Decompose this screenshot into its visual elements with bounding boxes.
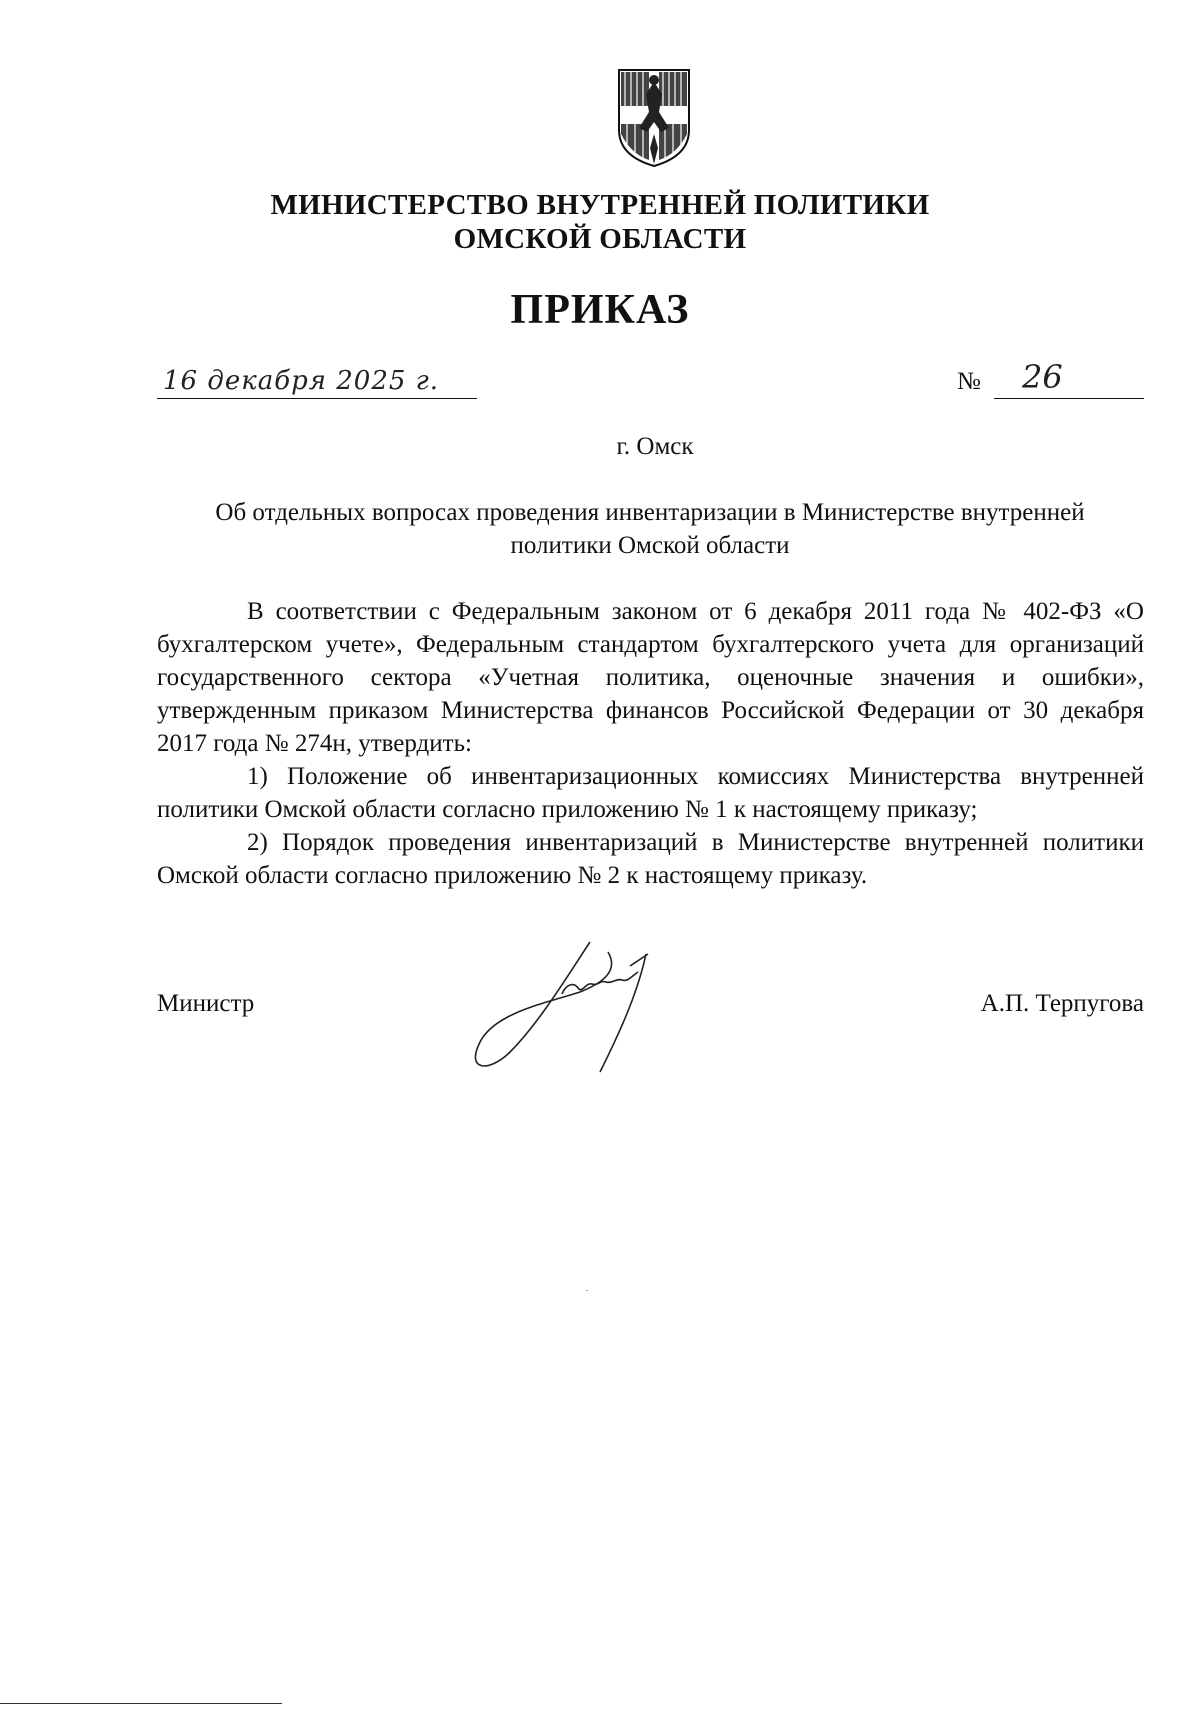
handwritten-date: 16 декабря 2025 г. — [163, 366, 440, 396]
handwritten-number: 26 — [1022, 358, 1063, 396]
ministry-name-line1: МИНИСТЕРСТВО ВНУТРЕННЕЙ ПОЛИТИКИ — [270, 189, 930, 221]
omsk-coat-of-arms-icon — [617, 68, 691, 168]
body-paragraph: В соответствии с Федеральным законом от 6 декабря 2011 года № 402-ФЗ «О бухгалтерском учете», Федеральным стандартом бухгалтерского учета для организаций государственного сектора «Учетная политика, оценочные значения и ошибки», утвержденным приказом Министерства финансов Российской Федерации от 30 декабря 2017 года № 274н, утвердить: — [157, 598, 1144, 757]
signatory-name: А.П. Терпугова — [980, 990, 1144, 1017]
document-body — [157, 595, 1144, 892]
document-type-title: ПРИКАЗ — [510, 287, 690, 333]
city-line: г. Омск — [616, 433, 694, 460]
ministry-name-line2: ОМСКОЙ ОБЛАСТИ — [453, 223, 747, 255]
scan-speck — [586, 1290, 588, 1291]
body-paragraph: 2) Порядок проведения инвентаризаций в Министерстве внутренней политики Омской области согласно приложению № 2 к настоящему приказу. — [157, 829, 1144, 889]
number-field — [994, 358, 1144, 399]
date-field — [157, 358, 477, 399]
document-subject: Об отдельных вопросах проведения инвентаризации в Министерстве внутренней политики Омской области — [215, 499, 1085, 559]
signatory-role: Министр — [157, 990, 255, 1017]
handwritten-signature-icon — [470, 932, 690, 1082]
number-label: № — [957, 368, 981, 395]
body-paragraph: 1) Положение об инвентаризационных комиссиях Министерства внутренней политики Омской области согласно приложению № 1 к настоящему приказу; — [157, 763, 1144, 823]
footer-rule — [0, 1703, 282, 1704]
